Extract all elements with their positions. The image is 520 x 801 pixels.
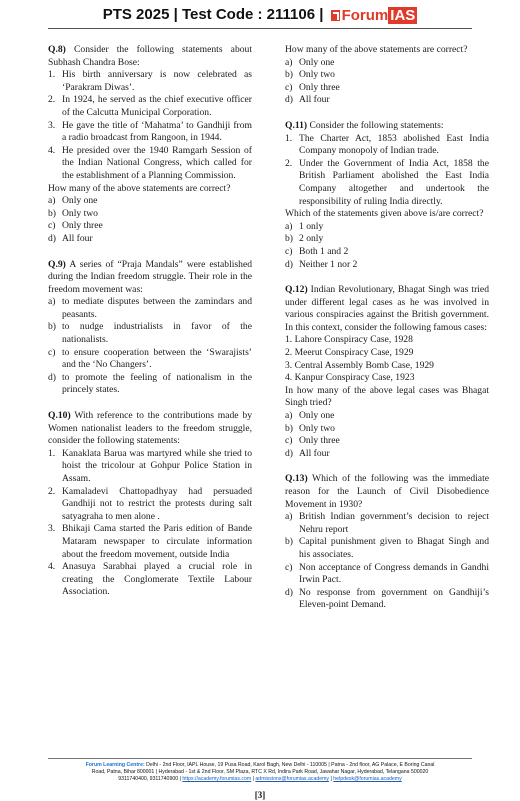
forumias-logo [331,7,418,24]
option-text: All four [299,94,330,106]
question-ask: How many of the above statements are correct? [48,182,231,194]
option-text: Only three [299,435,340,447]
option-letter: b) [285,536,293,548]
footer-line2: Road, Patna, Bihar 800001 | Hyderabad - 1st & 2nd Floor, SM Plaza, RTC X Rd, Indira Park Road, Jawahar Nagar, Hyderabad, Telangana 500020 [91,769,429,775]
option-text: British Indian government’s decision to reject Nehru report [299,511,489,535]
option-item [285,233,489,246]
question-text: Which of the following was the immediate reason for the Launch of Civil Disobedience Movement in 1930? [285,473,489,510]
option-text: 1 only [299,220,324,232]
statement-number: 1. [48,69,56,81]
question-number: Q.10) [48,410,71,422]
question-ask: In how many of the above legal cases was Bhagat Singh tried? [285,384,489,409]
option-item [285,82,489,95]
option-letter: c) [285,435,293,447]
option-letter: d) [285,447,293,459]
option-letter: b) [48,321,56,333]
statement-number: 4. [48,144,56,156]
option-text: Only one [299,56,335,68]
footer-label: Forum Learning Centre: [85,762,145,768]
question-block [48,410,252,599]
admissions-email-link[interactable]: admissions@forumias.academy [255,776,330,782]
question-number: Q.12) [285,284,308,296]
statement-number: 2. [48,94,56,106]
right-column [285,44,489,625]
statement-item [48,448,252,486]
question-stem [285,284,489,334]
question-number: Q.9) [48,258,66,270]
option-letter: b) [48,207,56,219]
statement-list [285,133,489,209]
question-text: With reference to the contributions made by Women nationalist leaders to the freedom struggle, consider the following statements: [48,410,252,447]
option-text: Both 1 and 2 [299,245,349,257]
option-list [48,195,252,245]
option-letter: a) [48,195,56,207]
option-text: Only three [62,220,103,232]
option-text: Only one [62,195,98,207]
option-item [285,410,489,423]
option-letter: a) [285,220,293,232]
footer-divider [48,758,472,759]
option-text: Capital punishment given to Bhagat Singh and his associates. [299,536,489,560]
option-letter: a) [285,410,293,422]
option-item [285,587,489,612]
statement-item [48,523,252,561]
option-item [48,372,252,397]
statement-item [48,486,252,524]
option-item [285,94,489,107]
option-text: Only three [299,81,340,93]
option-text: Only one [299,410,335,422]
option-letter: a) [285,56,293,68]
option-letter: c) [48,346,56,358]
statement-number: 3. [48,523,56,535]
question-block [285,473,489,612]
option-item [48,296,252,321]
logo-mark-icon [331,10,340,21]
statement-text: Kamaladevi Chattopadhyay had persuaded Gandhiji not to restrict the protests during salt satyagraha to men alone . [62,485,252,522]
statement-text: Bhikaji Cama started the Paris edition of Bande Mataram newspaper to circulate information about the freedom movement, outside India [62,523,252,560]
option-item [285,536,489,561]
question-stem [285,473,489,511]
question-stem [48,259,252,297]
option-text: Only two [299,69,335,81]
option-letter: a) [285,511,293,523]
option-item [285,423,489,436]
statement-item [48,69,252,94]
question-text: A series of “Praja Mandals” were established during the Indian freedom struggle. Their role in the freedom movement was: [48,258,252,295]
statement-item [285,158,489,208]
footer-separator: | [330,776,332,782]
option-letter: d) [285,586,293,598]
statement-text: His birth anniversary is now celebrated as ‘Parakram Diwas’. [62,69,252,93]
option-text: to mediate disputes between the zamindars and peasants. [62,296,252,320]
statement-number: 3. [48,119,56,131]
page-footer [40,762,480,783]
brand-forum: Forum [341,6,389,24]
question-text: Consider the following statements about Subhash Chandra Bose: [48,44,252,68]
statement-text: Anasuya Sarabhai played a crucial role in creating the Conglomerate Textile Labour Association. [62,561,252,598]
option-letter: d) [285,258,293,270]
question-number: Q.8) [48,44,66,55]
option-item [285,221,489,234]
option-letter: c) [48,220,56,232]
option-text: Only two [62,207,98,219]
option-item [285,511,489,536]
option-text: Neither 1 nor 2 [299,258,358,270]
statement-list [48,69,252,182]
page-header [0,6,520,24]
question-ask: Which of the statements given above is/are correct? [285,208,484,220]
option-text: to ensure cooperation between the ‘Swarajists’ and the ‘No Changers’. [62,346,252,371]
statement-text: He presided over the 1940 Ramgarh Session of the Indian National Congress, which called for the establishment of a Planning Commission. [62,144,252,181]
question-stem [48,410,252,448]
option-letter: b) [285,233,293,245]
statement-number: 1. [285,132,293,144]
statement-list [48,448,252,599]
option-item [48,233,252,246]
case-item: 3. Central Assembly Bomb Case, 1929 [285,359,434,371]
option-letter: c) [285,245,293,257]
option-letter: c) [285,81,293,93]
option-text: to nudge industrialists in favor of the nationalists. [62,321,252,346]
header-title: PTS 2025 | Test Code : 211106 | [102,6,324,23]
question-block [48,259,252,398]
option-text: All four [299,447,330,459]
option-list [285,410,489,460]
statement-item [48,94,252,119]
case-item: 1. Lahore Conspiracy Case, 1928 [285,334,413,346]
option-text: Only two [299,422,335,434]
brand-ias: IAS [390,6,416,24]
option-item [48,208,252,221]
statement-item [48,561,252,599]
left-column [48,44,252,612]
option-text: 2 only [299,233,324,245]
question-number: Q.11) [285,119,308,131]
question-text: Indian Revolutionary, Bhagat Singh was tried under different legal cases as he was involved in various conspiracies against the British government. In this context, consider the following famous cases: [285,284,489,333]
question-block [285,120,489,271]
option-text: All four [62,232,93,244]
statement-number: 2. [285,157,293,169]
option-item [285,57,489,70]
question-block [48,44,252,246]
statement-text: The Charter Act, 1853 abolished East India Company monopoly of Indian trade. [299,132,489,157]
option-text: Non acceptance of Congress demands in Gandhi Irwin Pact. [299,561,489,586]
footer-phones: 9311740400, 9311740900 | [118,776,181,782]
option-item [285,69,489,82]
option-letter: d) [48,371,56,383]
option-item [285,448,489,461]
footer-line1: Delhi - 2nd Floor, IAPL House, 19 Pusa Road, Karol Bagh, New Delhi - 110005 | Patna - 2nd floor, AG Palace, E Boring Canal [146,762,435,768]
footer-separator: | [252,776,254,782]
statement-text: In 1924, he served as the chief executive officer of the Calcutta Municipal Corporation. [62,94,252,118]
statement-number: 2. [48,485,56,497]
option-letter: c) [285,561,293,573]
header-divider [48,28,472,29]
statement-text: Kanaklata Barua was martyred while she tried to hoist the tricolour at Gohpur Police Station in Assam. [62,447,252,484]
option-item [285,562,489,587]
page-number: [3] [254,790,266,800]
option-letter: d) [48,232,56,244]
question-stem [48,44,252,69]
question-number: Q.13) [285,473,308,485]
academy-link[interactable]: https://academy.forumias.com [182,776,252,782]
case-item: 4. Kanpur Conspiracy Case, 1923 [285,372,415,384]
helpdesk-email-link[interactable]: helpdesk@forumias.academy [333,776,402,782]
case-item: 2. Meerut Conspiracy Case, 1929 [285,347,414,359]
option-list [285,511,489,612]
option-item [48,195,252,208]
option-letter: a) [48,296,56,308]
option-item [285,246,489,259]
option-text: to promote the feeling of nationalism in the princely states. [62,371,252,396]
question-block [285,44,489,107]
statement-number: 1. [48,447,56,459]
option-letter: b) [285,422,293,434]
option-list [285,221,489,271]
statement-item [48,120,252,145]
case-list [285,334,489,384]
option-text: No response from government on Gandhiji’s Eleven-point Demand. [299,586,489,611]
question-block [285,284,489,460]
option-item [48,347,252,372]
question-text: Consider the following statements: [309,119,444,131]
option-letter: b) [285,69,293,81]
option-item [285,259,489,272]
option-item [285,435,489,448]
statement-text: Under the Government of India Act, 1858 the British Parliament abolished the East India Company altogether and undertook the responsibility of ruling India directly. [299,157,489,207]
option-letter: d) [285,94,293,106]
option-list [285,57,489,107]
question-stem [285,120,489,133]
statement-item [48,145,252,183]
statement-item [285,133,489,158]
option-list [48,296,252,397]
question-ask: How many of the above statements are correct? [285,44,468,55]
statement-text: He gave the title of ‘Mahatma’ to Gandhiji from a radio broadcast from Rangoon, in 1944. [62,119,252,144]
option-item [48,220,252,233]
option-item [48,321,252,346]
statement-number: 4. [48,561,56,573]
